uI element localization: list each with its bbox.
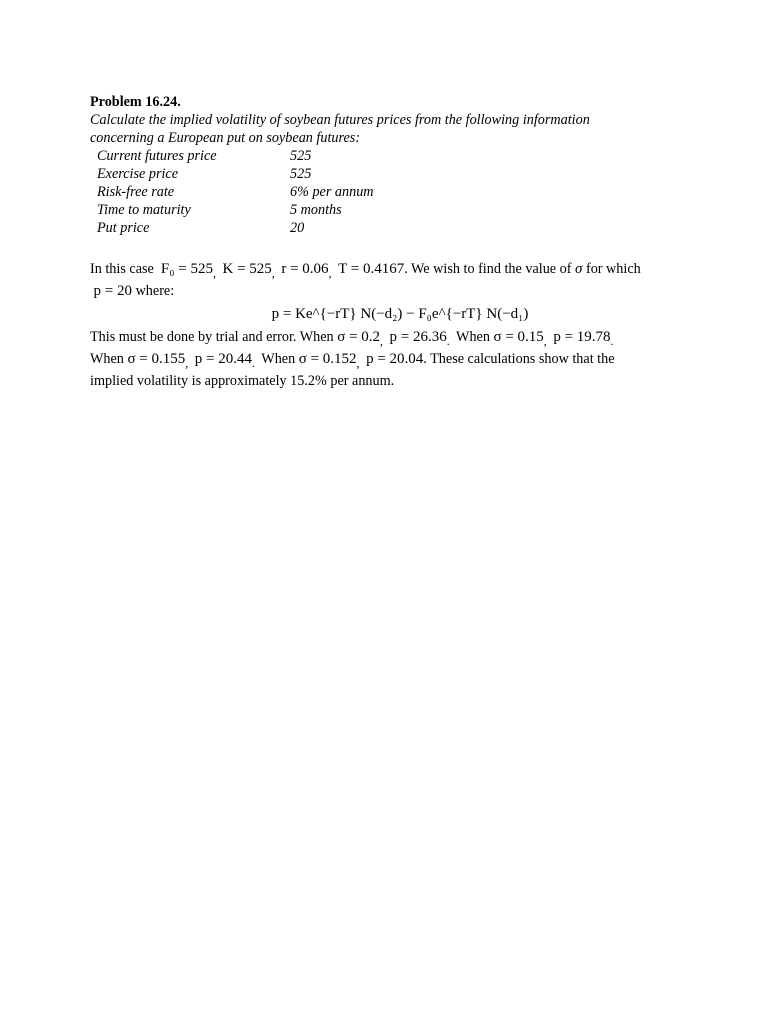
info-label: Exercise price [97, 166, 179, 182]
info-value: 6% per annum [290, 184, 374, 200]
solution-text: . These calculations show that the [423, 351, 615, 367]
eq-sigma-3: σ = 0.155 [127, 351, 186, 367]
problem-section [90, 93, 690, 237]
info-row-current-futures-price [97, 147, 690, 165]
solution-text: When [90, 351, 124, 367]
eq-sigma-1: σ = 0.2 [337, 329, 380, 345]
eq-p-4: p = 20.04 [366, 351, 424, 367]
solution-text: In this case [90, 261, 154, 277]
info-row-risk-free-rate [97, 183, 690, 201]
solution-text: This must be done by trial and error. When [90, 329, 334, 345]
info-value: 525 [290, 148, 312, 164]
solution-text: . We wish to find the value of [404, 261, 572, 277]
info-row-exercise-price [97, 165, 690, 183]
problem-question-line-2: concerning a European put on soybean futures: [90, 130, 361, 146]
solution-line-1: In this case $F_0 = 525_,$ $K = 525_,$ $r = 0.06_,$ T = 0.4167. We wish to find the value of σ for which [90, 261, 641, 280]
sigma-symbol: σ [575, 261, 583, 277]
solution-line-4: When $\sigma = 0.155_,$ $p = 20.44_.$ When $\sigma = 0.152_,$ p = 20.04. These calculations show that the [90, 351, 615, 370]
solution-section [90, 258, 700, 392]
eq-p-2: p = 19.78 [553, 329, 611, 345]
solution-text: for which [585, 261, 641, 277]
eq-p: p = 20 [93, 283, 133, 299]
eq-t: T = 0.4167 [338, 261, 405, 277]
solution-line-3: This must be done by trial and error. When $\sigma = 0.2_,$ $p = 26.36_.$ When $\sigma = 0.15_,$ $p = 19.78_.$ [90, 329, 614, 348]
eq-p-3: p = 20.44 [194, 351, 252, 367]
info-row-put-price [97, 219, 690, 237]
problem-question-line-1: Calculate the implied volatility of soybean futures prices from the following information [90, 112, 590, 128]
eq-sigma-2: σ = 0.15 [493, 329, 544, 345]
info-value: 525 [290, 166, 312, 182]
eq-r: r = 0.06 [281, 261, 329, 277]
solution-text: where: [135, 283, 175, 299]
info-label: Risk-free rate [97, 184, 175, 200]
info-table [97, 147, 690, 237]
solution-text: When [261, 351, 296, 367]
solution-conclusion: implied volatility is approximately 15.2% per annum. [90, 373, 395, 389]
eq-f0: F₀ = 525 [160, 261, 213, 277]
info-label: Put price [97, 220, 150, 236]
eq-k: K = 525 [222, 261, 272, 277]
info-value: 20 [290, 220, 305, 236]
solution-line-2 [90, 280, 700, 302]
solution-text: When [456, 329, 490, 345]
put-formula [90, 302, 700, 326]
formula-text: p = Ke^{−rT} N(−d₂) − F₀e^{−rT} N(−d₁) [271, 306, 529, 322]
solution-line-5 [90, 370, 700, 392]
info-value: 5 months [290, 202, 342, 218]
eq-sigma-4: σ = 0.152 [298, 351, 357, 367]
info-label: Current futures price [97, 148, 217, 164]
info-row-time-to-maturity [97, 201, 690, 219]
problem-title: Problem 16.24. [90, 94, 181, 110]
eq-p-1: p = 26.36 [389, 329, 447, 345]
info-label: Time to maturity [97, 202, 191, 218]
